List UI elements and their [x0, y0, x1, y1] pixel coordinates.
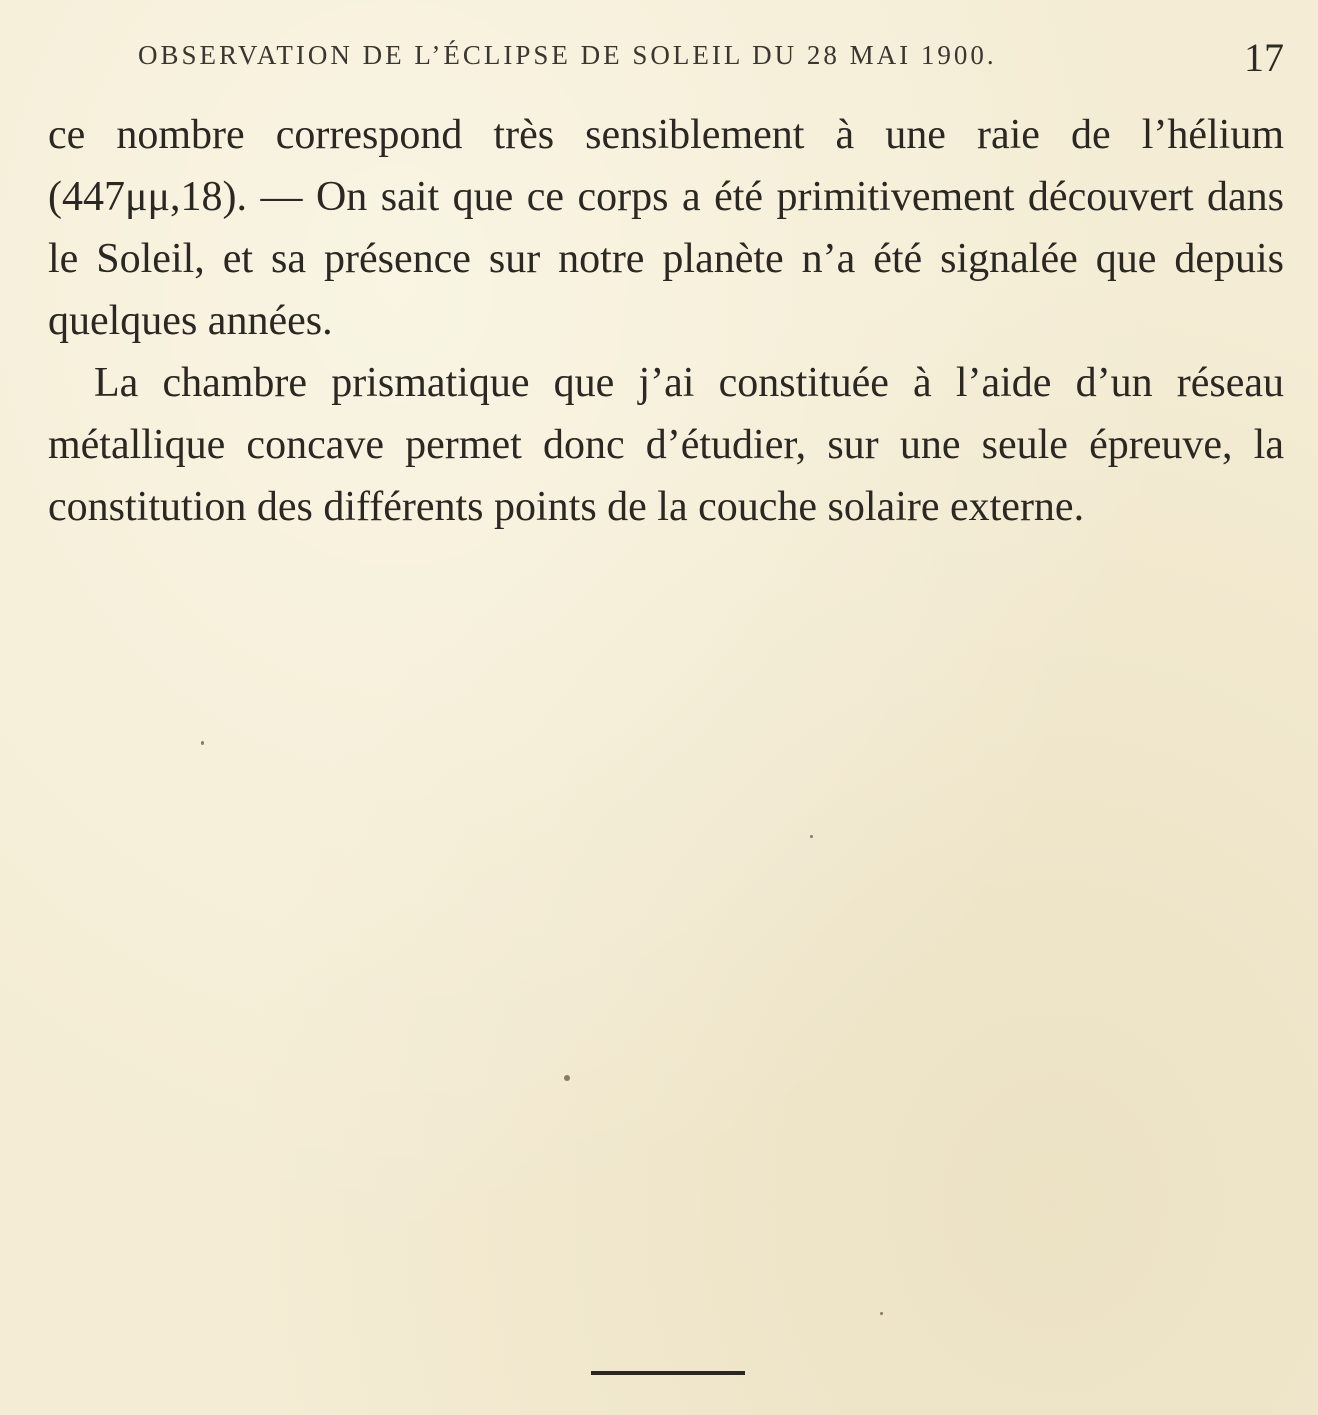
running-head-title: OBSERVATION DE L’ÉCLIPSE DE SOLEIL DU 28 MAI 1900.	[138, 40, 997, 70]
paragraph: La chambre prismatique que j’ai constituée à l’aide d’un réseau métallique concave permet donc d’étudier, sur une seule épreuve, la constitution des différents points de la couche solaire externe.	[48, 360, 1284, 530]
page-number: 17	[1244, 35, 1284, 80]
paper-speck	[564, 1075, 570, 1081]
paragraph-continuation: ce nombre correspond très sensiblement à une raie de l’hélium (447μμ,18). — On sait que ce corps a été primitivement découvert dans le Soleil, et sa présence sur notre planète n’a été signalée que depuis quelques années.	[48, 112, 1284, 344]
paper-speck	[201, 741, 204, 745]
paper-speck	[880, 1312, 883, 1315]
end-rule	[591, 1371, 745, 1375]
body-text	[48, 104, 1284, 538]
paper-speck	[810, 835, 813, 838]
running-head	[138, 34, 1284, 82]
